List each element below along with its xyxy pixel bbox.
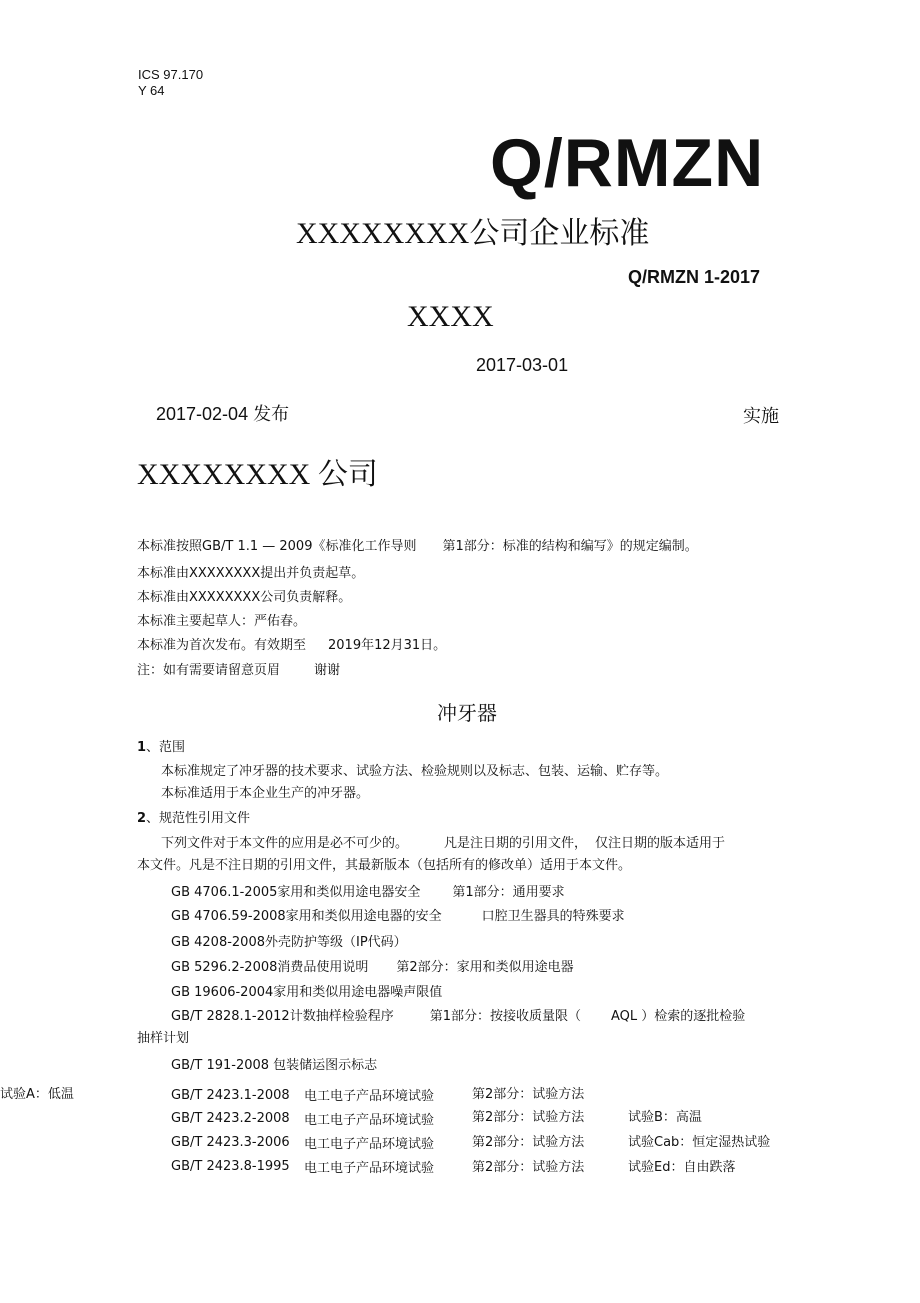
reference-item: GB 4208-2008外壳防护等级（IP代码） <box>171 935 407 950</box>
reference-item-continued: 抽样计划 <box>137 1031 190 1046</box>
section-2-para-line-1: 下列文件对于本文件的应用是必不可少的。 凡是注日期的引用文件， 仅注日期的版本适用于 <box>161 836 726 851</box>
ics-code-block <box>138 67 203 99</box>
publish-line <box>156 400 289 426</box>
env-test-side-label: 试验A：低温 <box>0 1087 74 1102</box>
section-2-para-line-2: 本文件。凡是不注日期的引用文件，其最新版本（包括所有的修改单）适用于本文件。 <box>137 858 632 873</box>
section-1-para-2: 本标准适用于本企业生产的冲牙器。 <box>161 786 370 801</box>
foreword-line-5: 本标准为首次发布。有效期至 2019年12月31日。 <box>137 638 447 653</box>
env-ref-part: 第2部分：试验方法 <box>472 1110 585 1125</box>
reference-item: GB 19606-2004家用和类似用途电器噪声限值 <box>171 985 443 1000</box>
env-ref-test: 试验B：高温 <box>628 1110 702 1125</box>
foreword-line-3: 本标准由XXXXXXXX公司负责解释。 <box>137 590 352 605</box>
standard-code: Q/RMZN <box>490 125 765 201</box>
foreword-line-1: 本标准按照GB/T 1.1 — 2009《标准化工作导则 第1部分：标准的结构和编写》的规定编制。 <box>137 539 698 554</box>
reference-item: GB/T 2828.1-2012计数抽样检验程序 第1部分：按接收质量限（ AQL ）检索的逐批检验 <box>171 1009 746 1024</box>
foreword-note: 注：如有需要请留意页眉 谢谢 <box>137 663 341 678</box>
implement-date: 2017-03-01 <box>476 355 569 375</box>
section-2-heading: 2、规范性引用文件 <box>137 811 251 826</box>
env-ref-part: 第2部分：试验方法 <box>472 1160 585 1175</box>
env-ref-code: GB/T 2423.3-2006 <box>171 1135 290 1150</box>
section-1-heading: 1、范围 <box>137 740 186 755</box>
reference-item: GB 4706.1-2005家用和类似用途电器安全 第1部分：通用要求 <box>171 885 565 900</box>
section-1-para-1: 本标准规定了冲牙器的技术要求、试验方法、检验规则以及标志、包装、运输、贮存等。 <box>161 764 669 779</box>
document-title: XXXX <box>407 300 494 333</box>
env-ref-part: 第2部分：试验方法 <box>472 1135 585 1150</box>
ics-code: ICS 97.170 <box>138 67 204 82</box>
env-ref-name: 电工电子产品环境试验 <box>304 1161 435 1176</box>
foreword-line-4: 本标准主要起草人：严佑春。 <box>137 614 307 629</box>
body-title: 冲牙器 <box>437 701 497 725</box>
reference-item: GB/T 191-2008 包装储运图示标志 <box>171 1058 378 1073</box>
env-ref-name: 电工电子产品环境试验 <box>304 1137 435 1152</box>
env-ref-code: GB/T 2423.8-1995 <box>171 1159 290 1174</box>
env-ref-name: 电工电子产品环境试验 <box>304 1089 435 1104</box>
env-ref-test: 试验Ed：自由跌落 <box>628 1160 736 1175</box>
implement-label: 实施 <box>743 406 779 426</box>
foreword-line-2: 本标准由XXXXXXXX提出并负责起草。 <box>137 566 365 581</box>
env-ref-code: GB/T 2423.1-2008 <box>171 1088 290 1103</box>
standard-number: Q/RMZN 1-2017 <box>628 267 761 287</box>
company-standard-title: XXXXXXXX公司企业标准 <box>296 217 650 250</box>
reference-item: GB 4706.59-2008家用和类似用途电器的安全 口腔卫生器具的特殊要求 <box>171 909 625 924</box>
env-ref-name: 电工电子产品环境试验 <box>304 1113 435 1128</box>
env-ref-code: GB/T 2423.2-2008 <box>171 1111 290 1126</box>
issuer-name: XXXXXXXX 公司 <box>137 458 378 491</box>
publish-label: 发布 <box>253 404 290 424</box>
publish-date: 2017-02-04 <box>156 404 249 424</box>
env-ref-part: 第2部分：试验方法 <box>472 1087 585 1102</box>
reference-item: GB 5296.2-2008消费品使用说明 第2部分：家用和类似用途电器 <box>171 960 574 975</box>
ccs-code: Y 64 <box>138 83 165 98</box>
env-ref-test: 试验Cab：恒定湿热试验 <box>628 1135 771 1150</box>
